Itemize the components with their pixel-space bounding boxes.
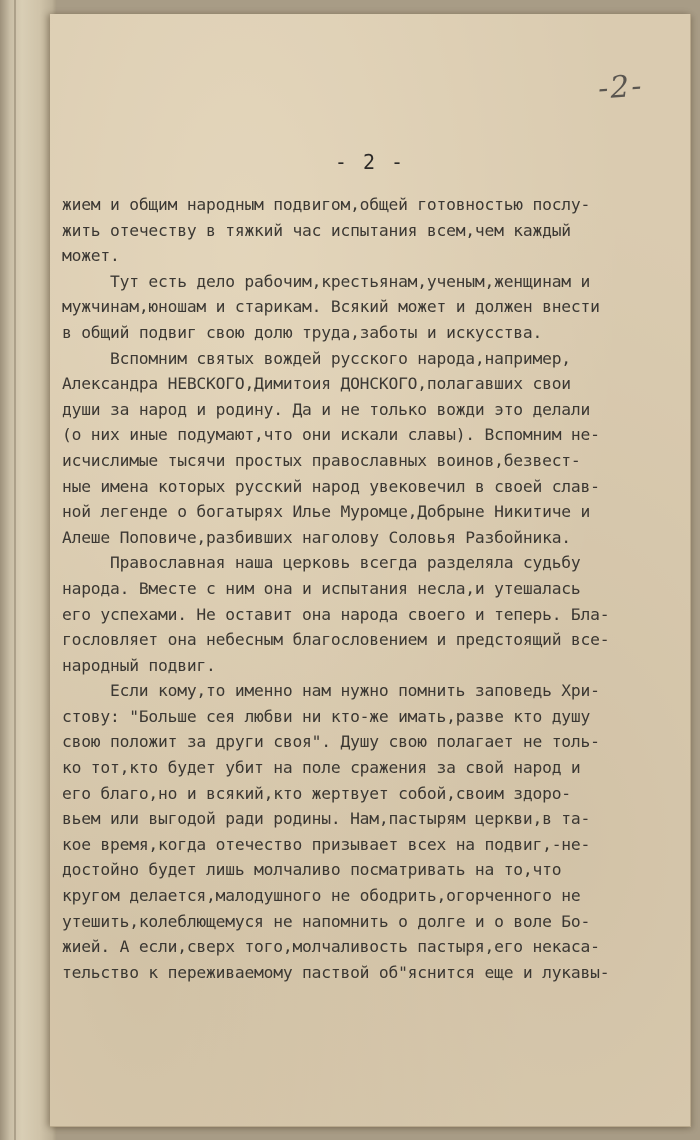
text-line: утешить,колеблющемуся не напомнить о долге и о воле Бо- bbox=[62, 911, 591, 931]
text-line: его благо,но и всякий,кто жертвует собой,своим здоро- bbox=[62, 783, 571, 803]
text-line: ко тот,кто будет убит на поле сражения за свой народ и bbox=[62, 758, 581, 778]
text-line: народный подвиг. bbox=[62, 655, 216, 675]
handwritten-sheet-number: -2- bbox=[596, 68, 645, 107]
text-line: в общий подвиг свою долю труда,заботы и искусства. bbox=[62, 322, 543, 342]
typewritten-page bbox=[50, 14, 691, 1127]
text-line: кое время,когда отечество призывает всех на подвиг,-не- bbox=[62, 834, 591, 854]
text-line: тельство к переживаемому паствой об"яснится еще и лукавы- bbox=[62, 962, 610, 982]
text-line: души за народ и родину. Да и не только вожди это делали bbox=[62, 399, 591, 419]
text-line: жией. А если,сверх того,молчаливость пастыря,его некаса- bbox=[62, 937, 600, 957]
text-line: жием и общим народным подвигом,общей готовностью послу- bbox=[62, 195, 591, 214]
text-line: Алеше Поповиче,разбивших наголову Соловья Разбойника. bbox=[62, 527, 571, 547]
text-line: мужчинам,юношам и старикам. Всякий может и должен внести bbox=[62, 297, 600, 317]
text-line: может. bbox=[62, 246, 120, 266]
text-line: жить отечеству в тяжкий час испытания всем,чем каждый bbox=[62, 220, 571, 240]
text-line: кругом делается,малодушного не ободрить,огорченного не bbox=[62, 886, 581, 906]
text-line: его успехами. Не оставит она народа своего и теперь. Бла- bbox=[62, 604, 610, 624]
folder-binding bbox=[0, 0, 56, 1140]
binding-edge bbox=[14, 0, 16, 1140]
text-line: Вспомним святых вождей русского народа,например, bbox=[110, 348, 571, 368]
text-line: свою положит за други своя". Душу свою полагает не толь- bbox=[62, 732, 600, 752]
text-line: стову: "Больше сея любви ни кто-же имать,разве кто душу bbox=[62, 706, 591, 726]
page-number: - 2 - bbox=[334, 150, 406, 174]
text-line: гословляет она небесным благословением и предстоящий все- bbox=[62, 630, 610, 650]
text-line: Православная наша церковь всегда разделяла судьбу bbox=[110, 553, 581, 573]
text-line: Александра НЕВСКОГО,Димитоия ДОНСКОГО,полагавших свои bbox=[62, 374, 571, 394]
text-line: ной легенде о богатырях Илье Муромце,Добрыне Никитиче и bbox=[62, 502, 591, 522]
text-line: (о них иные подумают,что они искали славы). Вспомним не- bbox=[62, 425, 600, 445]
text-line: Тут есть дело рабочим,крестьянам,ученым,женщинам и bbox=[110, 271, 591, 291]
body-text bbox=[62, 192, 682, 985]
text-line: вьем или выгодой ради родины. Нам,пастырям церкви,в та- bbox=[62, 809, 591, 829]
text-line: ные имена которых русский народ увековечил в своей слав- bbox=[62, 476, 600, 496]
text-line: народа. Вместе с ним она и испытания несла,и утешалась bbox=[62, 578, 581, 598]
text-line: достойно будет лишь молчаливо посматривать на то,что bbox=[62, 860, 562, 880]
text-line: Если кому,то именно нам нужно помнить заповедь Хри- bbox=[110, 681, 600, 701]
text-line: исчислимые тысячи простых православных воинов,безвест- bbox=[62, 450, 581, 470]
